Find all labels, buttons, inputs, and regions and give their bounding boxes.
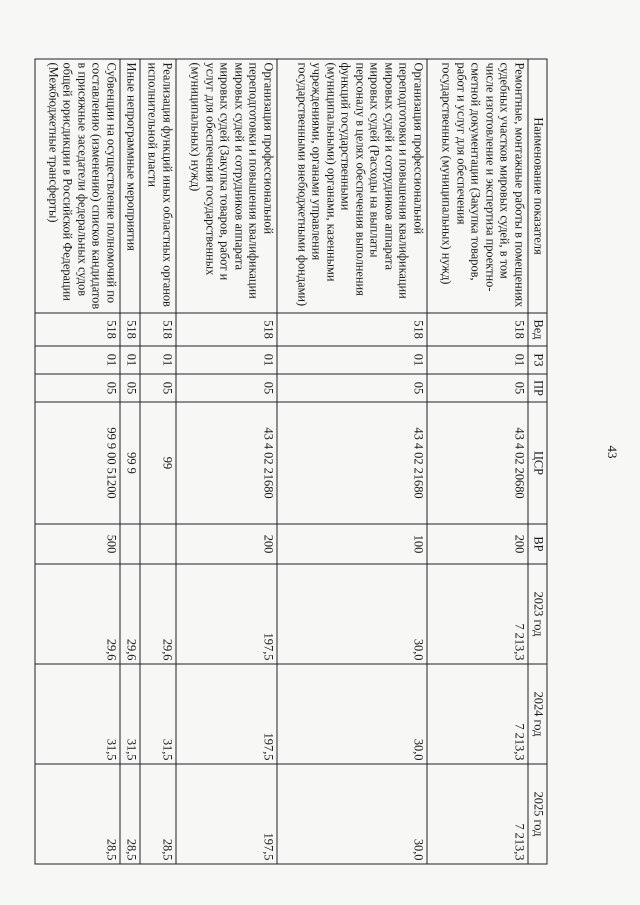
cell-name: Организация профессиональной переподготовки и повышения квалификации мировых судей и сотрудников аппарата мировых судей (Расходы на выплаты персоналу в целях обеспечения выполнения функций государственными (муниципальными) органами, казенными учреждениями, органами управления государственными внебюджетными фондами) <box>277 59 427 313</box>
cell-csr: 43 4 02 20680 <box>427 402 528 524</box>
cell-2023: 29,6 <box>120 564 140 664</box>
table-row <box>427 59 528 864</box>
col-header-csr: ЦСР <box>528 402 547 524</box>
cell-rz: 01 <box>140 346 176 374</box>
cell-vr: 200 <box>427 524 528 564</box>
cell-name: Иные непрограммные мероприятия <box>120 59 140 313</box>
col-header-2024: 2024 год <box>528 664 547 764</box>
col-header-name: Наименование показателя <box>528 59 547 313</box>
cell-pr: 05 <box>176 374 277 402</box>
cell-2024: 31,5 <box>120 664 140 764</box>
rotated-table-container <box>35 59 548 864</box>
cell-2023: 29,6 <box>140 564 176 664</box>
cell-rz: 01 <box>176 346 277 374</box>
col-header-2023: 2023 год <box>528 564 547 664</box>
col-header-ved: Вед <box>528 313 547 346</box>
table-row <box>277 59 427 864</box>
cell-ved: 518 <box>35 313 120 346</box>
cell-ved: 518 <box>140 313 176 346</box>
cell-2023: 29,6 <box>35 564 120 664</box>
cell-pr: 05 <box>427 374 528 402</box>
cell-2025: 7 213,3 <box>427 764 528 864</box>
cell-2024: 31,5 <box>35 664 120 764</box>
cell-name: Ремонтные, монтажные работы в помещениях судебных участков мировых судей, в том числе изготовление и экспертиза проектно-сметной документации (Закупка товаров, работ и услуг для обеспечения государственных (муниципальных) нужд) <box>427 59 528 313</box>
table-header-row <box>528 59 547 864</box>
cell-vr <box>140 524 176 564</box>
cell-ved: 518 <box>120 313 140 346</box>
cell-pr: 05 <box>140 374 176 402</box>
cell-2024: 197,5 <box>176 664 277 764</box>
cell-name: Организация профессиональной переподготовки и повышения квалификации мировых судей и сотрудников аппарата мировых судей (Закупка товаров, работ и услуг для обеспечения государственных (муниципальных) нужд) <box>176 59 277 313</box>
table-row <box>35 59 120 864</box>
cell-2025: 28,5 <box>140 764 176 864</box>
cell-csr: 99 9 00 51200 <box>35 402 120 524</box>
cell-ved: 518 <box>176 313 277 346</box>
cell-name: Реализация функций иных областных органов исполнительной власти <box>140 59 176 313</box>
cell-ved: 518 <box>277 313 427 346</box>
cell-2025: 30,0 <box>277 764 427 864</box>
cell-pr: 05 <box>277 374 427 402</box>
col-header-rz: РЗ <box>528 346 547 374</box>
cell-rz: 01 <box>120 346 140 374</box>
col-header-pr: ПР <box>528 374 547 402</box>
cell-2025: 28,5 <box>120 764 140 864</box>
cell-vr: 200 <box>176 524 277 564</box>
cell-rz: 01 <box>277 346 427 374</box>
cell-2024: 31,5 <box>140 664 176 764</box>
cell-name: Субвенции на осуществление полномочий по составлению (изменению) списков кандидатов в присяжные заседатели федеральных судов общей юрисдикции в Российской Федерации (Межбюджетные трансферты) <box>35 59 120 313</box>
cell-2023: 197,5 <box>176 564 277 664</box>
cell-2025: 197,5 <box>176 764 277 864</box>
cell-vr <box>120 524 140 564</box>
cell-pr: 05 <box>120 374 140 402</box>
cell-csr: 43 4 02 21680 <box>176 402 277 524</box>
cell-vr: 500 <box>35 524 120 564</box>
cell-2025: 28,5 <box>35 764 120 864</box>
budget-table <box>35 59 548 865</box>
cell-2023: 30,0 <box>277 564 427 664</box>
cell-2024: 7 213,3 <box>427 664 528 764</box>
cell-csr: 43 4 02 21680 <box>277 402 427 524</box>
table-row <box>140 59 176 864</box>
cell-2023: 7 213,3 <box>427 564 528 664</box>
cell-2024: 30,0 <box>277 664 427 764</box>
cell-pr: 05 <box>35 374 120 402</box>
table-row <box>176 59 277 864</box>
cell-csr: 99 <box>140 402 176 524</box>
table-row <box>120 59 140 864</box>
cell-rz: 01 <box>35 346 120 374</box>
cell-csr: 99 9 <box>120 402 140 524</box>
col-header-2025: 2025 год <box>528 764 547 864</box>
col-header-vr: ВР <box>528 524 547 564</box>
cell-vr: 100 <box>277 524 427 564</box>
cell-ved: 518 <box>427 313 528 346</box>
page-number: 43 <box>605 445 620 459</box>
cell-rz: 01 <box>427 346 528 374</box>
